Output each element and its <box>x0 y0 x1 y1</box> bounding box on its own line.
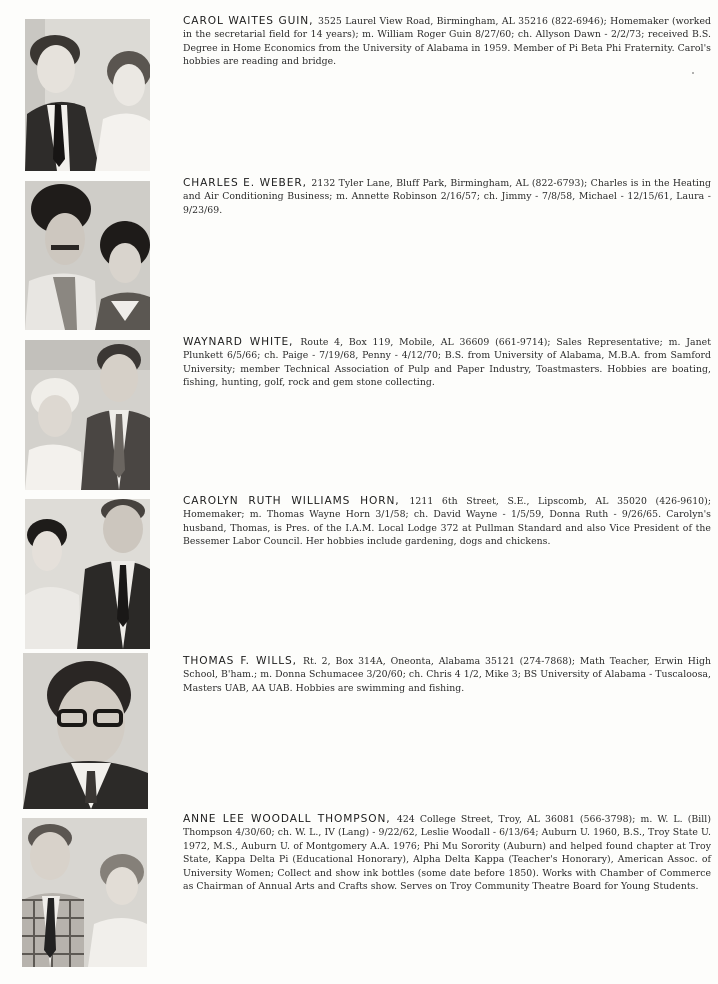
bio-white <box>183 336 711 390</box>
portrait-photo-wills <box>23 653 148 809</box>
bio-text: 1211 6th Street, S.E., Lipscomb, AL 35020 (426-9610); Homemaker; m. Thomas Wayne Horn 3/1/58; ch. David Wayne - 1/5/59, Donna Ruth - 9/26/65. Carolyn's husband, Thomas, is Pres. of the I.A.M. Local Lodge 372 at Pullman Standard and also Vice President of the Bessemer Labor Council. Her hobbies include gardening, dogs and chickens. <box>183 496 711 548</box>
couple-photo-white <box>25 340 150 490</box>
person-name: THOMAS F. WILLS, <box>183 655 303 667</box>
person-name: ANNE LEE WOODALL THOMPSON, <box>183 813 397 825</box>
bio-text: 424 College Street, Troy, AL 36081 (566-3798); m. W. L. (Bill) Thompson 4/30/60; ch. W. L., IV (Lang) - 9/22/62, Leslie Woodall - 6/13/64; Auburn U. 1960, B.S., Troy State U. 1972, M.S., Auburn U. of Montgomery A.A. 1976; Phi Mu Sorority (Auburn) and helped found chapter at Troy State, Kappa Delta Pi (Educational Honorary), Alpha Delta Kappa (Teacher's Honorary), American Assoc. of University Women; Collect and show ink bottles (some date before 1850). Works with Chamber of Commerce as Chairman of Annual Arts and Crafts show. Serves on Troy Community Theatre Board for Young Students. <box>183 814 711 893</box>
couple-photo-horn <box>25 499 150 649</box>
bio-text: 2132 Tyler Lane, Bluff Park, Birmingham, AL (822-6793); Charles is in the Heating and Air Conditioning Business; m. Annette Robinson 2/16/57; ch. Jimmy - 7/8/58, Michael - 12/15/61, Laura - 9/23/69. <box>183 178 711 216</box>
person-name: WAYNARD WHITE, <box>183 336 301 348</box>
person-name: CHARLES E. WEBER, <box>183 177 312 189</box>
couple-photo-weber <box>25 181 150 330</box>
bio-text: Rt. 2, Box 314A, Oneonta, Alabama 35121 (274-7868); Math Teacher, Erwin High School, B'ham.; m. Donna Schumacee 3/20/60; ch. Chris 4 1/2, Mike 3; BS University of Alabama - Tuscaloosa, Masters UAB, AA UAB. Hobbies are swimming and fishing. <box>183 656 712 694</box>
bio-weber <box>183 177 711 217</box>
bio-thompson <box>183 813 711 893</box>
bio-horn <box>183 495 711 549</box>
person-name: CAROL WAITES GUIN, <box>183 15 319 27</box>
person-name: CAROLYN RUTH WILLIAMS HORN, <box>183 495 410 507</box>
bio-wills <box>183 655 711 695</box>
couple-photo-thompson <box>22 818 147 967</box>
couple-photo-guin <box>25 19 150 171</box>
bio-text: Route 4, Box 119, Mobile, AL 36609 (661-9714); Sales Representative; m. Janet Plunkett 6/5/66; ch. Paige - 7/19/68, Penny - 4/12/70; B.S. from University of Alabama, M.B.A. from Samford University; member Technical Association of Pulp and Paper Industry, Toastmasters. Hobbies are boating, fishing, hunting, golf, rock and gem stone collecting. <box>183 337 711 389</box>
bio-guin <box>183 15 711 69</box>
print-speck <box>692 72 694 74</box>
bio-text: 3525 Laurel View Road, Birmingham, AL 35216 (822-6946); Homemaker (worked in the secretarial field for 14 years); m. William Roger Guin 8/27/60; ch. Allyson Dawn - 2/2/73; received B.S. Degree in Home Economics from the University of Alabama in 1959. Member of Pi Beta Phi Fraternity. Carol's hobbies are reading and bridge. <box>183 16 712 68</box>
